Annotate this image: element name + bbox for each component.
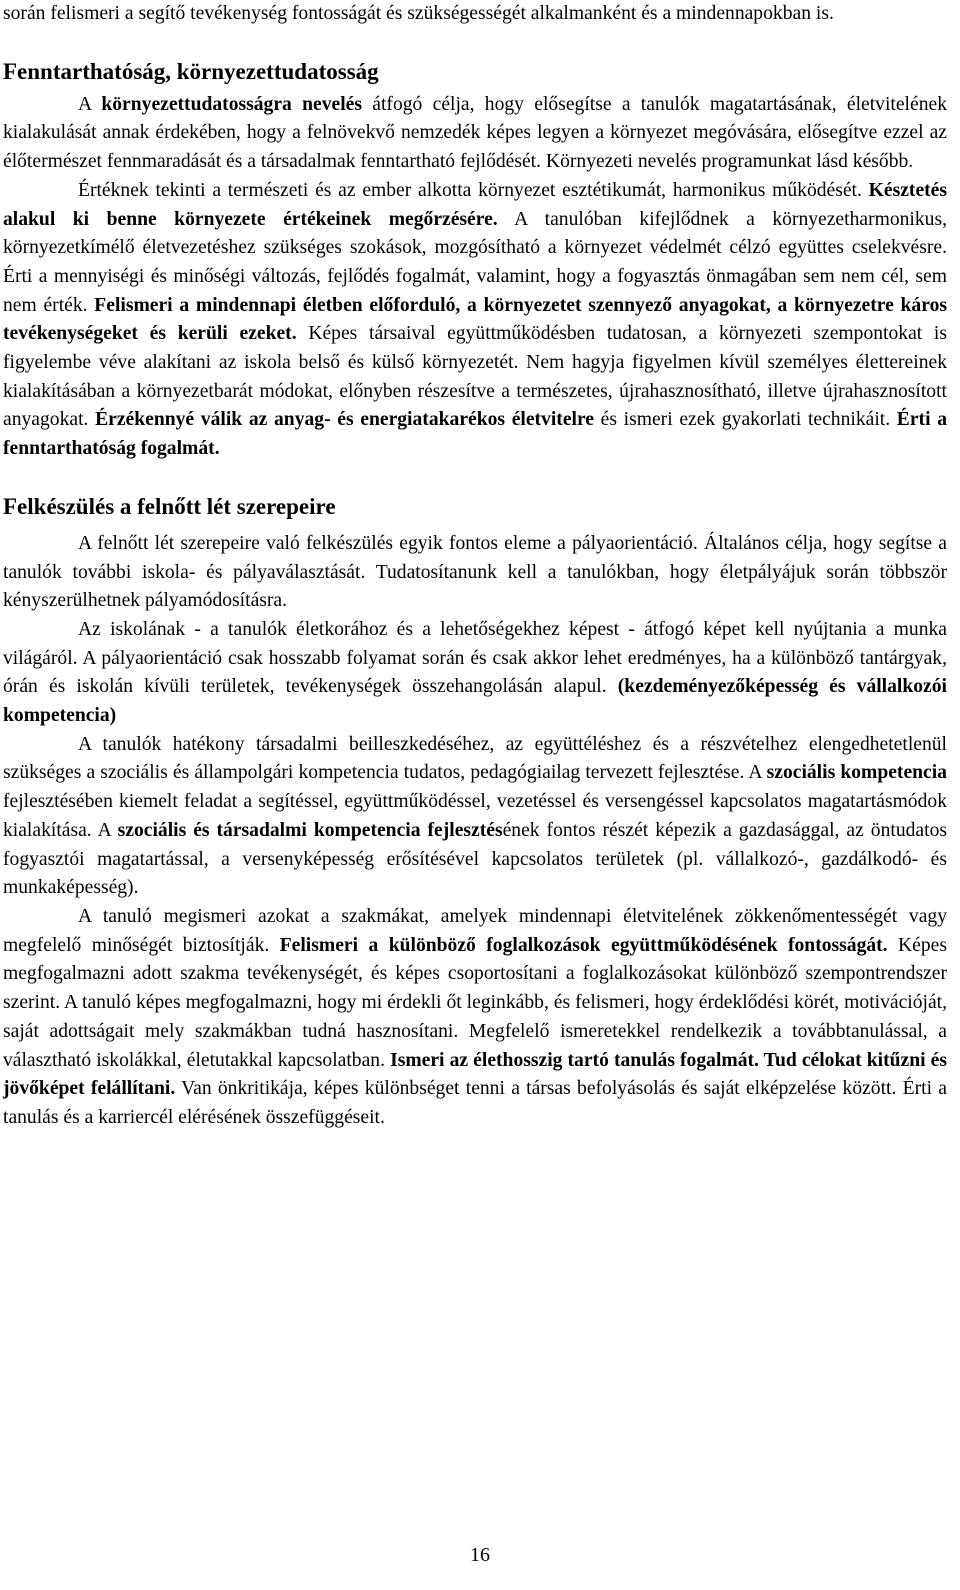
bold-text-run: Érti a fenntarthatóság fogalmát. (3, 409, 947, 460)
paragraph-environment-intro (3, 91, 947, 177)
bold-text-run: környezettudatosságra nevelés (101, 93, 362, 115)
text-run: Képes megfogalmazni adott szakma tevékenységét, és képes csoportosítani a foglalkozásokat különböző szempontrendszer szerint. A tanuló képes megfogalmazni, hogy mi érdekli őt leginkább, és felismeri, hogy érdeklődési körét, motivációját, saját adottságait mely szakmákban tudná hasznosítani. Megfelelő ismeretekkel rendelkezik a továbbtanulással, a választható iskolákkal, életutakkal kapcsolatban. (3, 934, 947, 1071)
text-run: és ismeri ezek gyakorlati technikáit. (594, 409, 897, 431)
bold-text-run: szociális kompetencia (766, 762, 947, 784)
text-run: Van önkritikája, képes különbséget tenni a társas befolyásolás és saját elképzelése között. Érti a tanulás és a karriercél elérésének összefüggéseit. (3, 1078, 947, 1128)
paragraph-world-of-work (3, 616, 947, 731)
text-run: A tanulóban kifejlődnek a környezetharmonikus, környezetkímélő életvezetéshez szükséges szokások, mozgósítható a környezet védelmét célzó együttes cselekvésre. Érti a mennyiségi és minőségi változás, fejlődés fogalmát, valamint, hogy a fogyasztás önmagában sem nem cél, sem nem érték. (3, 208, 947, 316)
text-run: Képes társaival együttműködésben tudatosan, a környezeti szempontokat is figyelembe véve alakítani az iskola belső és külső környezetét. Nem hagyja figyelmen kívül személyes élettereinek kialakításában a környezetbarát módokat, előnyben részesítve a természetes, újrahasznosítható, illetve újrahasznosított anyagokat. (3, 323, 947, 431)
text-run: átfogó célja, hogy elősegítse a tanulók magatartásának, életvitelének kialakulását annak érdekében, hogy a felnövekvő nemzedék képes legyen a környezet megóvására, elősegítve ezzel az élőtermészet fennmaradását és a társadalmak fenntartható fejlődését. Környezeti nevelés programunkat lásd később. (3, 93, 947, 173)
bold-text-run: Érzékennyé válik az anyag- és energiatakarékos életvitelre (95, 409, 595, 431)
text-run: Az iskolának - a tanulók életkorához és a lehetőségekhez képest - átfogó képet kell nyújtania a munka világáról. A pályaorientáció csak hosszabb folyamat során és csak akkor lehet eredményes, ha a különböző tantárgyak, órán és iskolán kívüli területek, tevékenységek összehangolásán alapul. (3, 618, 947, 698)
text-run: A tanuló megismeri azokat a szakmákat, amelyek mindennapi életvitelének zökkenőmentességét vagy megfelelő minőségét biztosítják. (3, 905, 947, 956)
paragraph-environment-values (3, 177, 947, 464)
paragraph-professions (3, 903, 947, 1133)
bold-text-run: Késztetés alakul ki benne környezete értékeinek megőrzésére. (3, 179, 947, 230)
bold-text-run: Ismeri az élethosszig tartó tanulás fogalmát. Tud célokat kitűzni és jövőképet felállítani. (3, 1049, 947, 1100)
text-column (3, 0, 947, 1133)
section-heading-sustainability: Fenntarthatóság, környezettudatosság (3, 58, 379, 84)
top-fragment-paragraph: során felismeri a segítő tevékenység fontosságát és szükségességét alkalmanként és a mindennapokban is. (3, 3, 834, 24)
bold-text-run: szociális és társadalmi kompetencia fejlesztés (117, 819, 503, 841)
text-run: A (78, 93, 102, 115)
text-run: fejlesztésében kiemelt feladat a segítéssel, együttműködéssel, vezetéssel és versengéssel kapcsolatos magatartásmódok kialakítása. A (3, 791, 947, 841)
paragraph-social-competence (3, 731, 947, 903)
section-heading-adult-roles: Felkészülés a felnőtt lét szerepeire (3, 493, 336, 519)
text-run: Értéknek tekinti a természeti és az ember alkotta környezet esztétikumát, harmonikus működését. (78, 179, 869, 201)
text-run: A tanulók hatékony társadalmi beilleszkedéséhez, az együttéléshez és a részvételhez elengedhetetlenül szükséges a szociális és állampolgári kompetencia tudatos, pedagógiailag tervezett fejlesztése. A (3, 733, 947, 784)
page-number: 16 (470, 1544, 490, 1566)
bold-text-run: (kezdeményezőképesség és vállalkozói kompetencia) (3, 676, 947, 727)
bold-text-run: Felismeri a különböző foglalkozások együttműködésének fontosságát. (279, 934, 888, 956)
bold-text-run: Felismeri a mindennapi életben előforduló, a környezetet szennyező anyagokat, a környezetre káros tevékenységeket és kerüli ezeket. (3, 294, 947, 345)
paragraph-career-orientation: A felnőtt lét szerepeire való felkészülés egyik fontos eleme a pályaorientáció. Általános célja, hogy segítse a tanulók további iskola- és pályaválasztását. Tudatosítanunk kell a tanulókban, hogy életpályájuk során többször kényszerülhetnek pályamódosításra. (3, 532, 947, 612)
text-run: ének fontos részét képezik a gazdasággal, az öntudatos fogyasztói magatartással, a versenyképesség erősítésével kapcsolatos területek (pl. vállalkozó-, gazdálkodó- és munkaképesség). (3, 819, 947, 899)
